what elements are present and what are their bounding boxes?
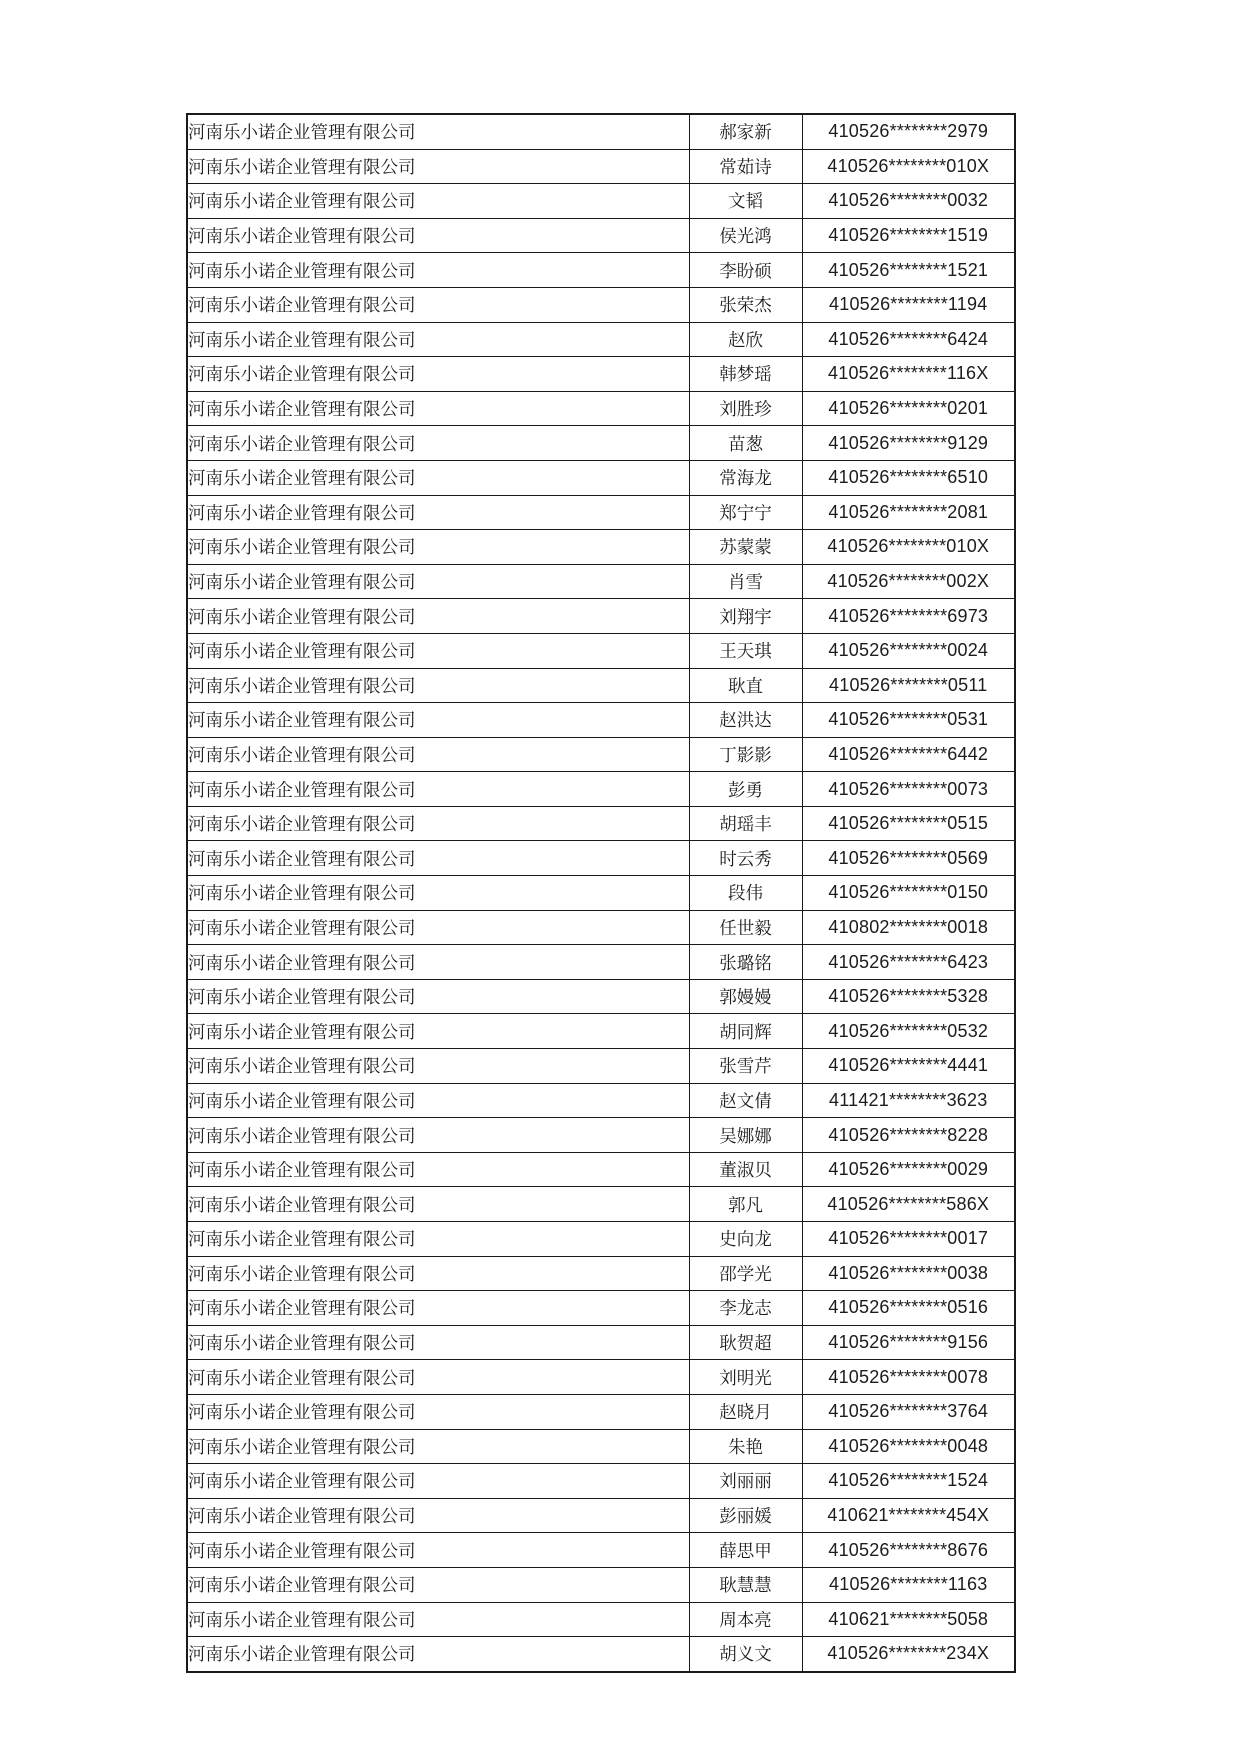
table-row xyxy=(187,1118,1015,1153)
company-cell: 河南乐小诺企业管理有限公司 xyxy=(187,253,689,288)
person-name-cell: 赵晓月 xyxy=(689,1394,802,1429)
person-name-cell: 张雪芹 xyxy=(689,1049,802,1084)
table-row xyxy=(187,253,1015,288)
table-row xyxy=(187,426,1015,461)
id-number-cell: 410526********0017 xyxy=(802,1222,1015,1257)
id-number-cell: 410526********6442 xyxy=(802,737,1015,772)
table-row xyxy=(187,1360,1015,1395)
table-row xyxy=(187,1394,1015,1429)
person-name-cell: 郭嫚嫚 xyxy=(689,979,802,1014)
company-cell: 河南乐小诺企业管理有限公司 xyxy=(187,184,689,219)
id-number-cell: 410526********1521 xyxy=(802,253,1015,288)
table-row xyxy=(187,876,1015,911)
table-row xyxy=(187,1637,1015,1672)
person-name-cell: 刘胜珍 xyxy=(689,391,802,426)
company-cell: 河南乐小诺企业管理有限公司 xyxy=(187,737,689,772)
company-cell: 河南乐小诺企业管理有限公司 xyxy=(187,391,689,426)
table-row xyxy=(187,910,1015,945)
id-number-cell: 410526********2081 xyxy=(802,495,1015,530)
id-number-cell: 410526********6423 xyxy=(802,945,1015,980)
id-number-cell: 410526********0532 xyxy=(802,1014,1015,1049)
id-number-cell: 410526********0073 xyxy=(802,772,1015,807)
company-cell: 河南乐小诺企业管理有限公司 xyxy=(187,218,689,253)
company-cell: 河南乐小诺企业管理有限公司 xyxy=(187,287,689,322)
id-number-cell: 410526********0511 xyxy=(802,668,1015,703)
table-row xyxy=(187,1049,1015,1084)
id-number-cell: 410526********5328 xyxy=(802,979,1015,1014)
table-row xyxy=(187,114,1015,149)
table-row xyxy=(187,1533,1015,1568)
id-number-cell: 410526********0531 xyxy=(802,703,1015,738)
table-row xyxy=(187,1567,1015,1602)
company-cell: 河南乐小诺企业管理有限公司 xyxy=(187,460,689,495)
person-name-cell: 李盼硕 xyxy=(689,253,802,288)
company-cell: 河南乐小诺企业管理有限公司 xyxy=(187,910,689,945)
person-name-cell: 李龙志 xyxy=(689,1291,802,1326)
person-name-cell: 常茹诗 xyxy=(689,149,802,184)
id-number-cell: 410526********1519 xyxy=(802,218,1015,253)
table-row xyxy=(187,599,1015,634)
company-cell: 河南乐小诺企业管理有限公司 xyxy=(187,1049,689,1084)
roster-table-body xyxy=(187,114,1015,1672)
company-cell: 河南乐小诺企业管理有限公司 xyxy=(187,149,689,184)
person-name-cell: 张荣杰 xyxy=(689,287,802,322)
table-row xyxy=(187,1256,1015,1291)
company-cell: 河南乐小诺企业管理有限公司 xyxy=(187,426,689,461)
table-row xyxy=(187,287,1015,322)
company-cell: 河南乐小诺企业管理有限公司 xyxy=(187,114,689,149)
id-number-cell: 410526********0150 xyxy=(802,876,1015,911)
person-name-cell: 时云秀 xyxy=(689,841,802,876)
id-number-cell: 410526********2979 xyxy=(802,114,1015,149)
person-name-cell: 彭勇 xyxy=(689,772,802,807)
company-cell: 河南乐小诺企业管理有限公司 xyxy=(187,945,689,980)
table-row xyxy=(187,1222,1015,1257)
table-row xyxy=(187,1602,1015,1637)
table-row xyxy=(187,1429,1015,1464)
id-number-cell: 410526********6973 xyxy=(802,599,1015,634)
company-cell: 河南乐小诺企业管理有限公司 xyxy=(187,1256,689,1291)
person-name-cell: 赵洪达 xyxy=(689,703,802,738)
id-number-cell: 410526********1163 xyxy=(802,1567,1015,1602)
company-cell: 河南乐小诺企业管理有限公司 xyxy=(187,1602,689,1637)
id-number-cell: 410621********5058 xyxy=(802,1602,1015,1637)
id-number-cell: 410526********1524 xyxy=(802,1464,1015,1499)
person-name-cell: 侯光鸿 xyxy=(689,218,802,253)
company-cell: 河南乐小诺企业管理有限公司 xyxy=(187,633,689,668)
person-name-cell: 薛思甲 xyxy=(689,1533,802,1568)
company-cell: 河南乐小诺企业管理有限公司 xyxy=(187,1222,689,1257)
table-row xyxy=(187,1187,1015,1222)
company-cell: 河南乐小诺企业管理有限公司 xyxy=(187,1498,689,1533)
id-number-cell: 410526********0515 xyxy=(802,806,1015,841)
person-name-cell: 苗葱 xyxy=(689,426,802,461)
id-number-cell: 410526********586X xyxy=(802,1187,1015,1222)
company-cell: 河南乐小诺企业管理有限公司 xyxy=(187,1429,689,1464)
person-name-cell: 张璐铭 xyxy=(689,945,802,980)
person-name-cell: 郝家新 xyxy=(689,114,802,149)
id-number-cell: 410526********6424 xyxy=(802,322,1015,357)
table-row xyxy=(187,184,1015,219)
person-name-cell: 文韬 xyxy=(689,184,802,219)
id-number-cell: 410526********6510 xyxy=(802,460,1015,495)
id-number-cell: 410526********0024 xyxy=(802,633,1015,668)
table-row xyxy=(187,322,1015,357)
company-cell: 河南乐小诺企业管理有限公司 xyxy=(187,1083,689,1118)
table-row xyxy=(187,633,1015,668)
id-number-cell: 410526********4441 xyxy=(802,1049,1015,1084)
id-number-cell: 410621********454X xyxy=(802,1498,1015,1533)
person-name-cell: 段伟 xyxy=(689,876,802,911)
company-cell: 河南乐小诺企业管理有限公司 xyxy=(187,1567,689,1602)
company-cell: 河南乐小诺企业管理有限公司 xyxy=(187,495,689,530)
company-cell: 河南乐小诺企业管理有限公司 xyxy=(187,876,689,911)
id-number-cell: 411421********3623 xyxy=(802,1083,1015,1118)
id-number-cell: 410526********0078 xyxy=(802,1360,1015,1395)
table-row xyxy=(187,460,1015,495)
company-cell: 河南乐小诺企业管理有限公司 xyxy=(187,979,689,1014)
person-name-cell: 王天琪 xyxy=(689,633,802,668)
company-cell: 河南乐小诺企业管理有限公司 xyxy=(187,1187,689,1222)
person-name-cell: 郑宁宁 xyxy=(689,495,802,530)
company-cell: 河南乐小诺企业管理有限公司 xyxy=(187,1394,689,1429)
person-name-cell: 胡义文 xyxy=(689,1637,802,1672)
id-number-cell: 410526********234X xyxy=(802,1637,1015,1672)
id-number-cell: 410526********0038 xyxy=(802,1256,1015,1291)
table-row xyxy=(187,391,1015,426)
person-name-cell: 任世毅 xyxy=(689,910,802,945)
person-name-cell: 常海龙 xyxy=(689,460,802,495)
person-name-cell: 吴娜娜 xyxy=(689,1118,802,1153)
person-name-cell: 耿直 xyxy=(689,668,802,703)
person-name-cell: 朱艳 xyxy=(689,1429,802,1464)
table-row xyxy=(187,945,1015,980)
table-row xyxy=(187,1014,1015,1049)
table-row xyxy=(187,357,1015,392)
id-number-cell: 410526********3764 xyxy=(802,1394,1015,1429)
id-number-cell: 410526********0048 xyxy=(802,1429,1015,1464)
company-cell: 河南乐小诺企业管理有限公司 xyxy=(187,1014,689,1049)
company-cell: 河南乐小诺企业管理有限公司 xyxy=(187,1533,689,1568)
person-name-cell: 丁影影 xyxy=(689,737,802,772)
company-cell: 河南乐小诺企业管理有限公司 xyxy=(187,806,689,841)
company-cell: 河南乐小诺企业管理有限公司 xyxy=(187,1118,689,1153)
table-row xyxy=(187,1152,1015,1187)
company-cell: 河南乐小诺企业管理有限公司 xyxy=(187,1291,689,1326)
id-number-cell: 410526********8676 xyxy=(802,1533,1015,1568)
table-row xyxy=(187,1083,1015,1118)
company-cell: 河南乐小诺企业管理有限公司 xyxy=(187,772,689,807)
person-name-cell: 苏蒙蒙 xyxy=(689,530,802,565)
company-cell: 河南乐小诺企业管理有限公司 xyxy=(187,1360,689,1395)
table-row xyxy=(187,530,1015,565)
id-number-cell: 410526********0032 xyxy=(802,184,1015,219)
id-number-cell: 410526********9156 xyxy=(802,1325,1015,1360)
person-name-cell: 肖雪 xyxy=(689,564,802,599)
person-name-cell: 胡同辉 xyxy=(689,1014,802,1049)
id-number-cell: 410526********0201 xyxy=(802,391,1015,426)
person-name-cell: 邵学光 xyxy=(689,1256,802,1291)
company-cell: 河南乐小诺企业管理有限公司 xyxy=(187,357,689,392)
table-row xyxy=(187,979,1015,1014)
person-name-cell: 董淑贝 xyxy=(689,1152,802,1187)
person-name-cell: 耿贺超 xyxy=(689,1325,802,1360)
person-name-cell: 韩梦瑶 xyxy=(689,357,802,392)
company-cell: 河南乐小诺企业管理有限公司 xyxy=(187,841,689,876)
person-name-cell: 赵欣 xyxy=(689,322,802,357)
table-row xyxy=(187,772,1015,807)
id-number-cell: 410802********0018 xyxy=(802,910,1015,945)
person-name-cell: 耿慧慧 xyxy=(689,1567,802,1602)
company-cell: 河南乐小诺企业管理有限公司 xyxy=(187,530,689,565)
table-row xyxy=(187,1325,1015,1360)
table-row xyxy=(187,703,1015,738)
person-name-cell: 彭丽媛 xyxy=(689,1498,802,1533)
table-row xyxy=(187,841,1015,876)
person-name-cell: 刘翔宇 xyxy=(689,599,802,634)
company-cell: 河南乐小诺企业管理有限公司 xyxy=(187,703,689,738)
company-cell: 河南乐小诺企业管理有限公司 xyxy=(187,1464,689,1499)
company-cell: 河南乐小诺企业管理有限公司 xyxy=(187,1152,689,1187)
company-cell: 河南乐小诺企业管理有限公司 xyxy=(187,1637,689,1672)
person-name-cell: 刘明光 xyxy=(689,1360,802,1395)
id-number-cell: 410526********8228 xyxy=(802,1118,1015,1153)
table-row xyxy=(187,1291,1015,1326)
roster-table xyxy=(186,113,1016,1673)
id-number-cell: 410526********002X xyxy=(802,564,1015,599)
company-cell: 河南乐小诺企业管理有限公司 xyxy=(187,668,689,703)
person-name-cell: 胡瑶丰 xyxy=(689,806,802,841)
id-number-cell: 410526********9129 xyxy=(802,426,1015,461)
id-number-cell: 410526********116X xyxy=(802,357,1015,392)
company-cell: 河南乐小诺企业管理有限公司 xyxy=(187,564,689,599)
table-row xyxy=(187,218,1015,253)
id-number-cell: 410526********0569 xyxy=(802,841,1015,876)
person-name-cell: 郭凡 xyxy=(689,1187,802,1222)
table-row xyxy=(187,1464,1015,1499)
table-row xyxy=(187,149,1015,184)
company-cell: 河南乐小诺企业管理有限公司 xyxy=(187,322,689,357)
table-row xyxy=(187,806,1015,841)
company-cell: 河南乐小诺企业管理有限公司 xyxy=(187,599,689,634)
id-number-cell: 410526********1194 xyxy=(802,287,1015,322)
person-name-cell: 史向龙 xyxy=(689,1222,802,1257)
table-row xyxy=(187,564,1015,599)
table-row xyxy=(187,495,1015,530)
table-row xyxy=(187,668,1015,703)
person-name-cell: 刘丽丽 xyxy=(689,1464,802,1499)
person-name-cell: 周本亮 xyxy=(689,1602,802,1637)
person-name-cell: 赵文倩 xyxy=(689,1083,802,1118)
id-number-cell: 410526********0516 xyxy=(802,1291,1015,1326)
id-number-cell: 410526********010X xyxy=(802,149,1015,184)
id-number-cell: 410526********0029 xyxy=(802,1152,1015,1187)
table-row xyxy=(187,737,1015,772)
company-cell: 河南乐小诺企业管理有限公司 xyxy=(187,1325,689,1360)
id-number-cell: 410526********010X xyxy=(802,530,1015,565)
table-row xyxy=(187,1498,1015,1533)
